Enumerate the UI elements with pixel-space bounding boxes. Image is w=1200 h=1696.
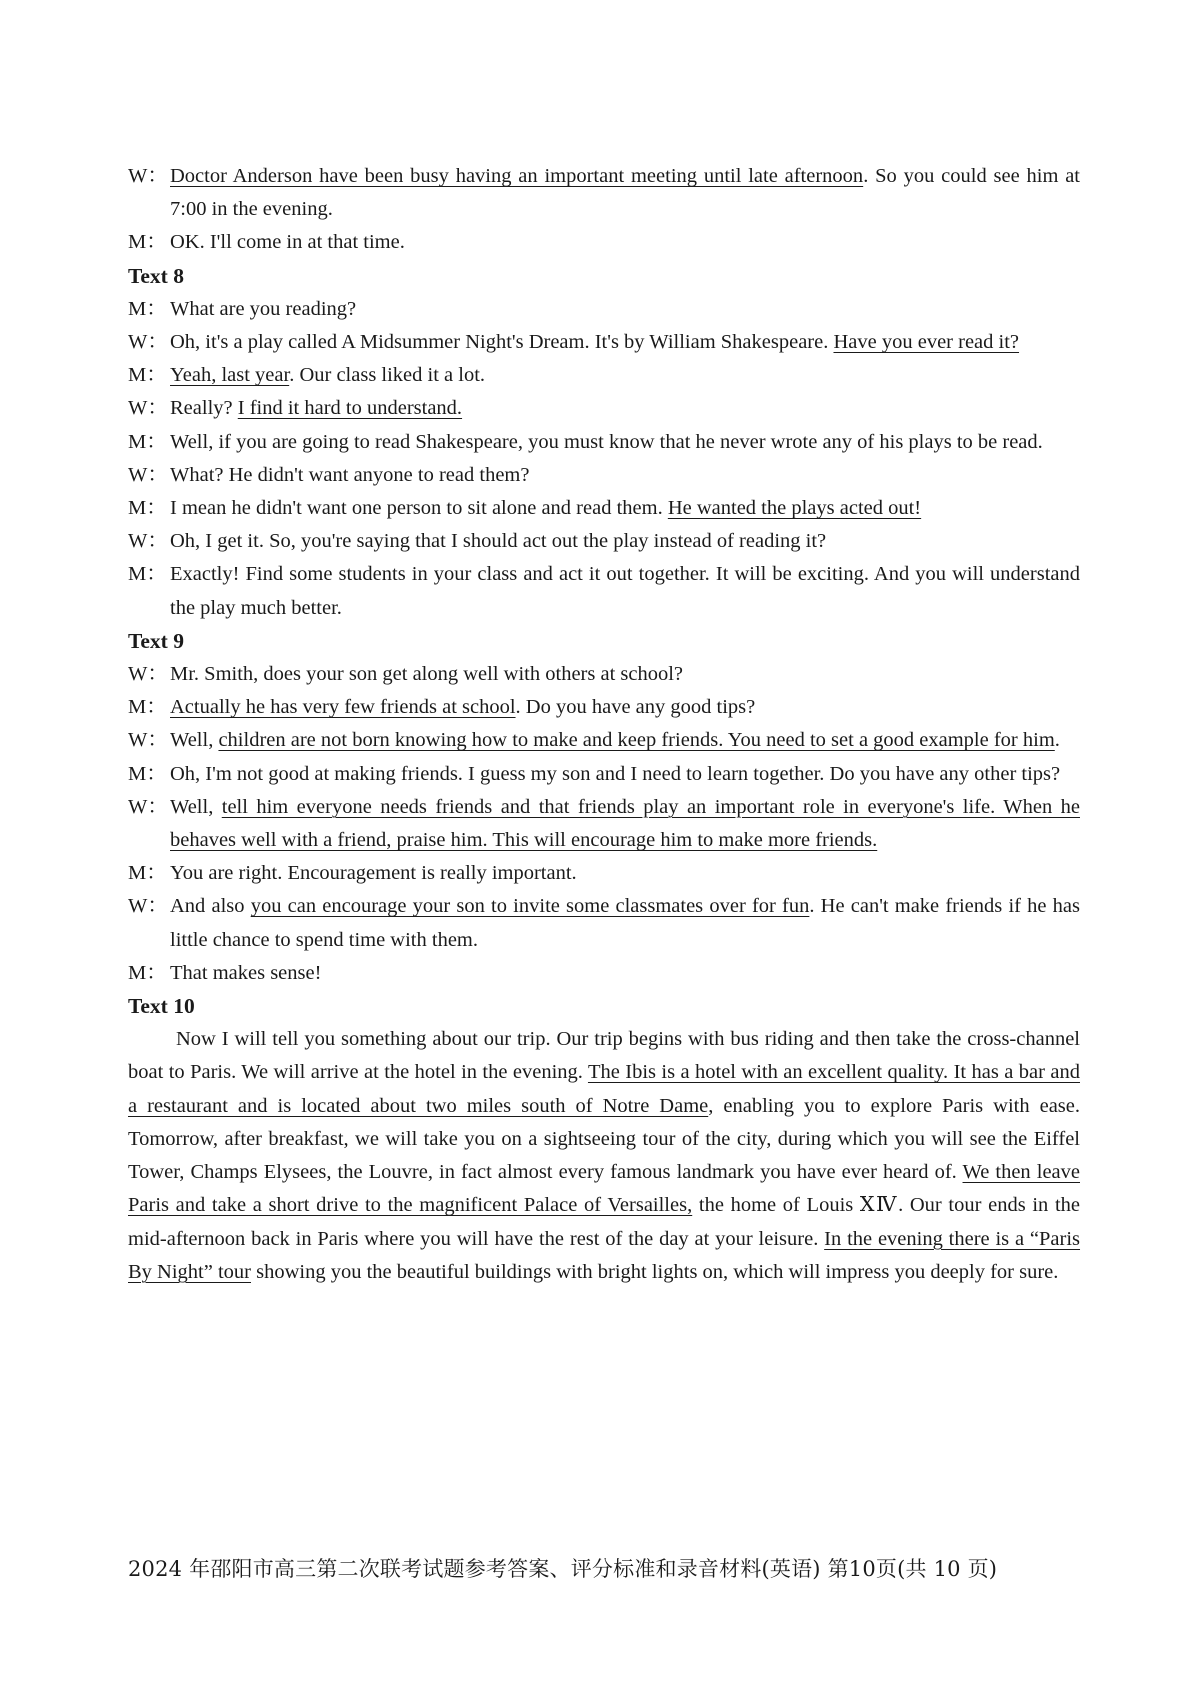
dialogue-line (128, 392, 1080, 425)
dialogue-text-9 (128, 658, 1080, 990)
speaker-label: W： (128, 165, 168, 187)
text-run: You are right. Encouragement is really important. (170, 862, 577, 885)
speaker-label: M： (128, 696, 167, 719)
text-run: OK. I'll come in at that time. (170, 231, 405, 254)
text-run: Exactly! Find some students in your class and act it out together. It will be exciting. And you will understand the play much better. (170, 563, 1080, 619)
section-heading-text-10: Text 10 (128, 994, 195, 1019)
text-run: . Our class liked it a lot. (289, 364, 486, 387)
text-run: Well, (170, 795, 222, 818)
dialogue-line (128, 558, 1080, 624)
dialogue-line (128, 226, 1080, 259)
speaker-label: M： (128, 364, 167, 387)
text-run: the home of Louis ⅩⅣ. Our tour ends in the mid-afternoon back in Paris where you will have the rest of the day at your leisure. (128, 1194, 1080, 1250)
text-run: . He can't make friends if he has little chance to spend time with them. (170, 895, 1080, 951)
underlined-answer: Have you ever read it? (833, 331, 1020, 354)
underlined-answer: children are not born knowing how to make and keep friends. You need to set a good example for him (218, 729, 1055, 752)
text-run: And also (170, 895, 251, 918)
text-run: That makes sense! (170, 961, 322, 984)
dialogue-continuation (128, 160, 1080, 260)
underlined-answer: In the evening there is a “Paris By Night” tour (128, 1227, 1081, 1283)
underlined-answer: I find it hard to understand. (237, 397, 463, 420)
dialogue-line (128, 326, 1080, 359)
text-run: Really? (170, 397, 238, 420)
underlined-answer: He wanted the plays acted out! (667, 497, 922, 520)
speaker-label: M： (128, 430, 167, 453)
text-run: . (1054, 729, 1060, 752)
speaker-label: M： (128, 497, 167, 520)
dialogue-line (128, 293, 1080, 326)
monologue-text-10 (128, 1023, 1080, 1289)
speaker-label: W： (128, 729, 168, 752)
speaker-label: W： (128, 530, 168, 553)
text-run: Well, if you are going to read Shakespeare, you must know that he never wrote any of his plays to be read. (170, 430, 1043, 453)
dialogue-line (128, 459, 1080, 492)
speaker-label: W： (128, 397, 168, 420)
dialogue-line (128, 890, 1080, 956)
underlined-answer: Yeah, last year (170, 364, 290, 387)
dialogue-line (128, 658, 1080, 691)
dialogue-line (128, 691, 1080, 724)
dialogue-line (128, 724, 1080, 757)
underlined-answer: tell him everyone needs friends and that friends play an important role in everyone's life. When he behaves well with a friend, praise him. This will encourage him to make more friends. (170, 795, 1080, 852)
dialogue-line (128, 758, 1080, 791)
text-run: Well, (170, 729, 219, 752)
text-run: showing you the beautiful buildings with bright lights on, which will impress you deeply for sure. (251, 1260, 1059, 1283)
text-run: What? He didn't want anyone to read them? (170, 463, 530, 486)
speaker-label: W： (128, 895, 168, 918)
dialogue-line (128, 525, 1080, 558)
speaker-label: W： (128, 663, 168, 686)
text-run: Mr. Smith, does your son get along well with others at school? (170, 663, 684, 686)
underlined-answer: Actually he has very few friends at school (170, 696, 516, 719)
underlined-answer: The Ibis is a hotel with an excellent quality. It has a bar and a restaurant and is located about two miles south of Notre Dame (128, 1061, 1080, 1117)
speaker-label: W： (128, 463, 168, 486)
text-run: . So you could see him at 7:00 in the evening. (170, 165, 1080, 221)
page-footer: 2024 年邵阳市高三第二次联考试题参考答案、评分标准和录音材料(英语) 第10页(共 10 页) (128, 1557, 998, 1581)
underlined-answer: We then leave Paris and take a short drive to the magnificent Palace of Versailles, (128, 1161, 1080, 1217)
text-run: . Do you have any good tips? (515, 696, 756, 719)
speaker-label: M： (128, 862, 167, 885)
speaker-label: M： (128, 563, 167, 586)
text-run: I mean he didn't want one person to sit alone and read them. (170, 497, 668, 520)
dialogue-line (128, 957, 1080, 990)
text-run: Now I will tell you something about our trip. Our trip begins with bus riding and then take the cross-channel boat to Paris. We will arrive at the hotel in the evening. (128, 1028, 1080, 1084)
transcript-body (128, 160, 1080, 1289)
dialogue-line (128, 359, 1080, 392)
text-run: Oh, I'm not good at making friends. I guess my son and I need to learn together. Do you have any other tips? (170, 762, 1061, 785)
dialogue-line (128, 791, 1080, 857)
section-heading-text-9: Text 9 (128, 628, 184, 653)
dialogue-line (128, 492, 1080, 525)
speaker-label: W： (128, 331, 168, 354)
dialogue-line (128, 857, 1080, 890)
speaker-label: W： (128, 795, 168, 818)
section-heading-text-8: Text 8 (128, 263, 184, 288)
dialogue-line (128, 426, 1080, 459)
underlined-answer: Doctor Anderson have been busy having an important meeting until late afternoon (170, 165, 864, 187)
dialogue-line (128, 160, 1080, 226)
text-run: Oh, it's a play called A Midsummer Night's Dream. It's by William Shakespeare. (170, 331, 834, 354)
speaker-label: M： (128, 762, 167, 785)
underlined-answer: you can encourage your son to invite some classmates over for fun (250, 895, 810, 918)
text-run: What are you reading? (170, 297, 357, 320)
speaker-label: M： (128, 297, 167, 320)
text-run: Oh, I get it. So, you're saying that I should act out the play instead of reading it? (170, 530, 827, 553)
dialogue-text-8 (128, 293, 1080, 625)
text-run: , enabling you to explore Paris with ease. Tomorrow, after breakfast, we will take you on a sightseeing tour of the city, during which you will see the Eiffel Tower, Champs Elysees, the Louvre, in fact almost every famous landmark you have ever heard of. (128, 1094, 1080, 1184)
speaker-label: M： (128, 231, 167, 254)
speaker-label: M： (128, 961, 167, 984)
